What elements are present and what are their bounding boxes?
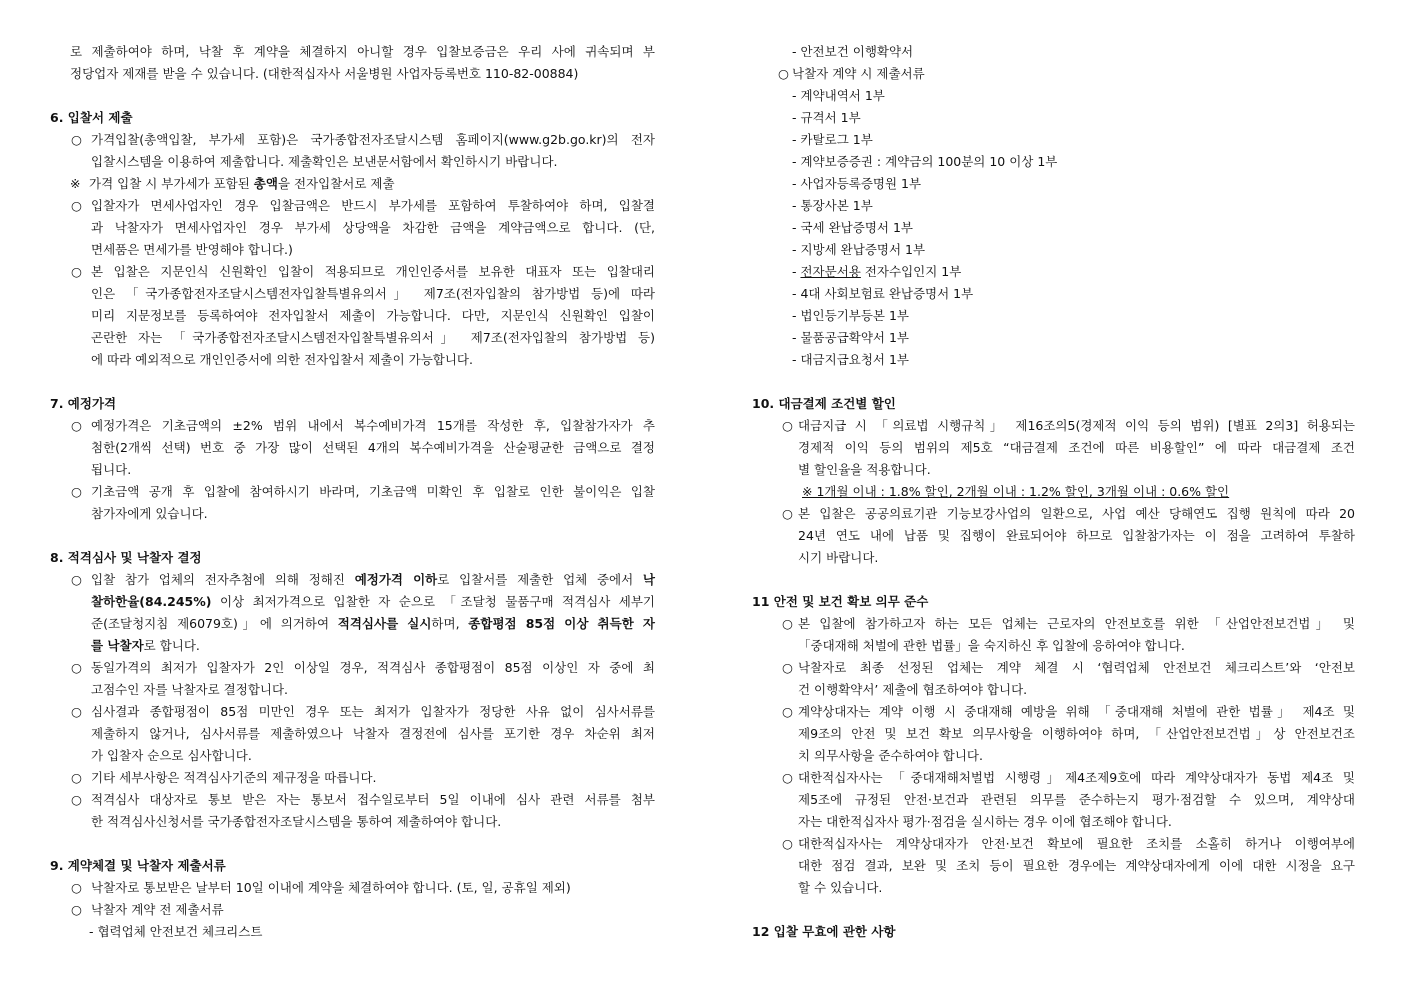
text-line: 본 입찰은 지문인식 신원확인 입찰이 적용되므로 개인인증서를 보유한 대표자 또는 입찰대리 [91,264,655,279]
text-line: - 계약내역서 1부 [792,88,885,103]
spacer [50,525,655,547]
text-line: - 계약보증증권 : 계약금의 100분의 10 이상 1부 [792,154,1058,169]
text-line: 본 입찰에 참가하고자 하는 모든 업체는 근로자의 안전보호를 위한 「산업안전보건법」 및 [798,616,1355,631]
bold-text: 낙 [642,572,655,587]
dash-paragraph [752,129,1355,151]
text-line: 경제적 이익 등의 범위의 제5호 “대금결제 조건에 따른 비용할인” 에 따라 대금결제 조건 [798,440,1355,455]
bullet-circle-icon: ○ [71,264,82,279]
bullet-paragraph [752,63,1355,85]
bullet-circle-icon: ○ [782,704,793,719]
dash-paragraph [752,41,1355,63]
text-line: 낙찰자로 통보받은 날부터 10일 이내에 계약을 체결하여야 합니다. (토, 일, 공휴일 제외) [91,880,571,895]
text-line: 에 따라 예외적으로 개인인증서에 의한 전자입찰서 제출이 가능합니다. [91,352,473,367]
dash-paragraph [752,261,1355,283]
text-line: 면세품은 면세가를 반영해야 합니다.) [91,242,293,257]
bullet-paragraph [50,657,655,701]
text-segment: 이상 최저가격으로 입찰한 자 순으로 「조달청 물품구매 적격심사 세부기 [211,594,655,609]
text-line: - 안전보건 이행확약서 [792,44,914,59]
text-line: 고점수인 자를 낙찰자로 결정합니다. [91,682,289,697]
text-line: 한 적격심사신청서를 국가종합전자조달시스템을 통하여 제출하여야 합니다. [91,814,502,829]
bold-text: 예정가격 이하 [354,572,438,587]
bullet-circle-icon: ○ [71,902,82,917]
bullet-paragraph [752,833,1355,899]
spacer [50,85,655,107]
text-line [91,635,655,657]
bullet-circle-icon: ○ [71,704,82,719]
text-line [802,481,1355,503]
note-paragraph [752,481,1355,503]
dash-paragraph [752,107,1355,129]
text-line: 자는 대한적십자사 평가·점검을 실시하는 경우 이에 협조해야 합니다. [798,814,1172,829]
spacer [752,899,1355,921]
bullet-paragraph [752,701,1355,767]
bullet-paragraph [50,569,655,657]
text-segment: 준(조달청지침 제6079호)」에 의거하여 [91,616,338,631]
text-line [91,569,655,591]
bullet-paragraph [50,129,655,173]
spacer [50,833,655,855]
text-segment: 로 입찰서를 제출한 업체 중에서 [437,572,643,587]
text-line: 동일가격의 최저가 입찰자가 2인 이상일 경우, 적격심사 종합평점이 85점 이상인 자 중에 최 [91,660,655,675]
text-segment: 을 전자입찰서로 제출 [277,176,395,191]
text-line: 대한적십자사는 계약상대자가 안전·보건 확보에 필요한 조치를 소홀히 하거나 이행여부에 [798,836,1355,851]
text-line: 낙찰자로 최종 선정된 업체는 계약 체결 시 ‘협력업체 안전보건 체크리스트’와 ‘안전보 [798,660,1355,675]
text-line: 12 입찰 무효에 관한 사항 [752,924,896,939]
text-line: - 지방세 완납증명서 1부 [792,242,926,257]
bullet-circle-icon: ○ [71,770,82,785]
text-line: 과 낙찰자가 면세사업자인 경우 부가세 상당액을 차감한 금액을 계약금액으로 합니다. (단, [91,220,655,235]
bullet-paragraph [50,701,655,767]
text-line: 대한 점검 결과, 보완 및 조치 등이 필요한 경우에는 계약상대자에게 이에 대한 시정을 요구 [798,858,1355,873]
spacer [752,371,1355,393]
text-line: 입찰시스템을 이용하여 제출합니다. 제출확인은 보낸문서함에서 확인하시기 바랍니다. [91,154,558,169]
text-line: 참가자에게 있습니다. [91,506,208,521]
text-line: 치 의무사항을 준수하여야 합니다. [798,748,983,763]
bold-text: 적격심사를 실시 [337,616,432,631]
bullet-paragraph [50,789,655,833]
section-heading [752,591,1355,613]
bullet-paragraph [50,877,655,899]
text-line: 곤란한 자는 「국가종합전자조달시스템전자입찰특별유의서」 제7조(전자입찰의 참가방법 등) [91,330,655,345]
dash-paragraph [752,85,1355,107]
text-line: 할 수 있습니다. [798,880,883,895]
dash-paragraph [752,349,1355,371]
bullet-circle-icon: ○ [778,66,789,81]
text-segment: 입찰 참가 업체의 전자추첨에 의해 정해진 [91,572,355,587]
text-line [792,261,1355,283]
text-line: 첨한(2개씩 선택) 번호 중 가장 많이 선택된 4개의 복수예비가격을 산술평균한 금액으로 결정 [91,440,655,455]
dash-paragraph [752,239,1355,261]
reference-mark-icon: ※ [70,176,81,191]
bold-text: 종합평점 85점 이상 취득한 자 [468,616,655,631]
bullet-paragraph [50,899,655,921]
text-line: - 통장사본 1부 [792,198,873,213]
text-line: 본 입찰은 공공의료기관 기능보강사업의 일환으로, 사업 예산 당해연도 집행 원칙에 따라 20 [798,506,1355,521]
dash-paragraph [752,217,1355,239]
bold-text: 찰하한율(84.245%) [91,594,212,609]
underlined-text: ※ 1개월 이내 : 1.8% 할인, 2개월 이내 : 1.2% 할인, 3개월 이내 : 0.6% 할인 [802,484,1230,499]
section-heading [50,393,655,415]
dash-paragraph [752,327,1355,349]
bullet-paragraph [752,613,1355,657]
bold-text: 총액 [253,176,278,191]
text-segment: 하며, [431,616,469,631]
bullet-paragraph [50,195,655,261]
text-line [91,613,655,635]
text-line: 11 안전 및 보건 확보 의무 준수 [752,594,929,609]
text-segment: 전자수입인지 1부 [860,264,962,279]
text-line: 낙찰자 계약 전 제출서류 [91,902,224,917]
spacer [752,569,1355,591]
bullet-circle-icon: ○ [71,792,82,807]
text-line: 7. 예정가격 [50,396,117,411]
text-line: 별 할인율을 적용합니다. [798,462,931,477]
bullet-paragraph [752,657,1355,701]
text-line: 정당업자 제재를 받을 수 있습니다. (대한적십자사 서울병원 사업자등록번호 110-82-00884) [70,66,579,81]
text-line: 시기 바랍니다. [798,550,879,565]
bullet-circle-icon: ○ [782,770,793,785]
bullet-paragraph [752,503,1355,569]
text-line: 대금지급 시 「의료법 시행규칙」 제16조의5(경제적 이익 등의 범위) [별표 2의3] 허용되는 [798,418,1355,433]
bullet-paragraph [50,481,655,525]
right-page-column [752,41,1355,943]
text-line: 10. 대금결제 조건별 할인 [752,396,896,411]
text-line: 예정가격은 기초금액의 ±2% 범위 내에서 복수예비가격 15개를 작성한 후, 입찰참가자가 추 [91,418,655,433]
text-segment: 로 합니다. [143,638,200,653]
bullet-circle-icon: ○ [71,660,82,675]
text-line: - 카탈로그 1부 [792,132,873,147]
bullet-circle-icon: ○ [71,132,82,147]
bullet-circle-icon: ○ [71,572,82,587]
bullet-circle-icon: ○ [71,198,82,213]
section-heading [50,107,655,129]
text-line: 「중대재해 처벌에 관한 법률」을 숙지하신 후 입찰에 응하여야 합니다. [798,638,1185,653]
section-heading [50,547,655,569]
bullet-paragraph [50,261,655,371]
text-line: - 물품공급확약서 1부 [792,330,910,345]
bullet-paragraph [752,767,1355,833]
text-line: 계약상대자는 계약 이행 시 중대재해 예방을 위해 「중대재해 처벌에 관한 법률」 제4조 및 [798,704,1355,719]
dash-paragraph [752,305,1355,327]
cont-paragraph [50,41,655,85]
text-line: 적격심사 대상자로 통보 받은 자는 통보서 접수일로부터 5일 이내에 심사 관련 서류를 첨부 [91,792,655,807]
text-segment: 가격 입찰 시 부가세가 포함된 [89,176,254,191]
bullet-circle-icon: ○ [71,880,82,895]
text-line: 8. 적격심사 및 낙찰자 결정 [50,550,202,565]
bullet-circle-icon: ○ [782,836,793,851]
text-line: 제5조에 규정된 안전·보건과 관련된 의무를 준수하는지 평가·점검할 수 있으며, 계약상대 [798,792,1355,807]
text-line [89,173,655,195]
text-line: 로 제출하여야 하며, 낙찰 후 계약을 체결하지 아니할 경우 입찰보증금은 우리 사에 귀속되며 부 [70,44,655,59]
bullet-circle-icon: ○ [782,506,793,521]
bullet-circle-icon: ○ [71,418,82,433]
text-line: - 협력업체 안전보건 체크리스트 [89,924,263,939]
text-line: 됩니다. [91,462,132,477]
text-line: 제9조의 안전 및 보건 확보 의무사항을 이행하여야 하며, 「산업안전보건법」상 안전보건조 [798,726,1355,741]
bullet-circle-icon: ○ [782,418,793,433]
bullet-circle-icon: ○ [782,616,793,631]
text-line: 24년 연도 내에 납품 및 집행이 완료되어야 하므로 입찰참가자는 이 점을 고려하여 투찰하 [798,528,1355,543]
text-line: 제출하지 않거나, 심사서류를 제출하였으나 낙찰자 결정전에 심사를 포기한 경우 차순위 최저 [91,726,655,741]
section-heading [752,393,1355,415]
dash-paragraph [752,173,1355,195]
text-line [91,591,655,613]
left-page-column [50,41,655,943]
text-line: - 법인등기부등본 1부 [792,308,910,323]
dash-paragraph [752,283,1355,305]
dash-paragraph [752,151,1355,173]
text-line: 기타 세부사항은 적격심사기준의 제규정을 따릅니다. [91,770,377,785]
dash-paragraph [50,921,655,943]
text-line: - 4대 사회보험료 완납증명서 1부 [792,286,974,301]
spacer [50,371,655,393]
note-paragraph [50,173,655,195]
text-line: 6. 입찰서 제출 [50,110,133,125]
section-heading [752,921,1355,943]
text-segment: - [792,264,801,279]
text-line: 대한적십자사는 「중대재해처벌법 시행령」제4조제9호에 따라 계약상대자가 동법 제4조 및 [798,770,1355,785]
text-line: 입찰자가 면세사업자인 경우 입찰금액은 반드시 부가세를 포함하여 투찰하여야 하며, 입찰결 [91,198,655,213]
bullet-paragraph [50,767,655,789]
bullet-paragraph [50,415,655,481]
bold-text: 를 낙찰자 [91,638,144,653]
bullet-circle-icon: ○ [782,660,793,675]
section-heading [50,855,655,877]
text-line: 9. 계약체결 및 낙찰자 제출서류 [50,858,226,873]
text-line: 건 이행확약서’ 제출에 협조하여야 합니다. [798,682,1028,697]
text-line: - 대금지급요청서 1부 [792,352,910,367]
text-line: 인은 「국가종합전자조달시스템전자입찰특별유의서」 제7조(전자입찰의 참가방법 등)에 따라 [91,286,655,301]
text-line: 심사결과 종합평점이 85점 미만인 경우 또는 최저가 입찰자가 정당한 사유 없이 심사서류를 [91,704,655,719]
bullet-circle-icon: ○ [71,484,82,499]
text-line: - 사업자등록증명원 1부 [792,176,922,191]
text-line: - 규격서 1부 [792,110,861,125]
text-line: 낙찰자 계약 시 제출서류 [792,66,925,81]
dash-paragraph [752,195,1355,217]
text-line: 가격입찰(총액입찰, 부가세 포함)은 국가종합전자조달시스템 홈페이지(www.g2b.go.kr)의 전자 [91,132,655,147]
text-line: 미리 지문정보를 등록하여야 전자입찰서 제출이 가능합니다. 다만, 지문인식 신원확인 입찰이 [91,308,655,323]
bullet-paragraph [752,415,1355,481]
underlined-text: 전자문서용 [800,264,861,279]
text-line: 기초금액 공개 후 입찰에 참여하시기 바라며, 기초금액 미확인 후 입찰로 인한 불이익은 입찰 [91,484,655,499]
text-line: - 국세 완납증명서 1부 [792,220,913,235]
text-line: 가 입찰자 순으로 심사합니다. [91,748,252,763]
